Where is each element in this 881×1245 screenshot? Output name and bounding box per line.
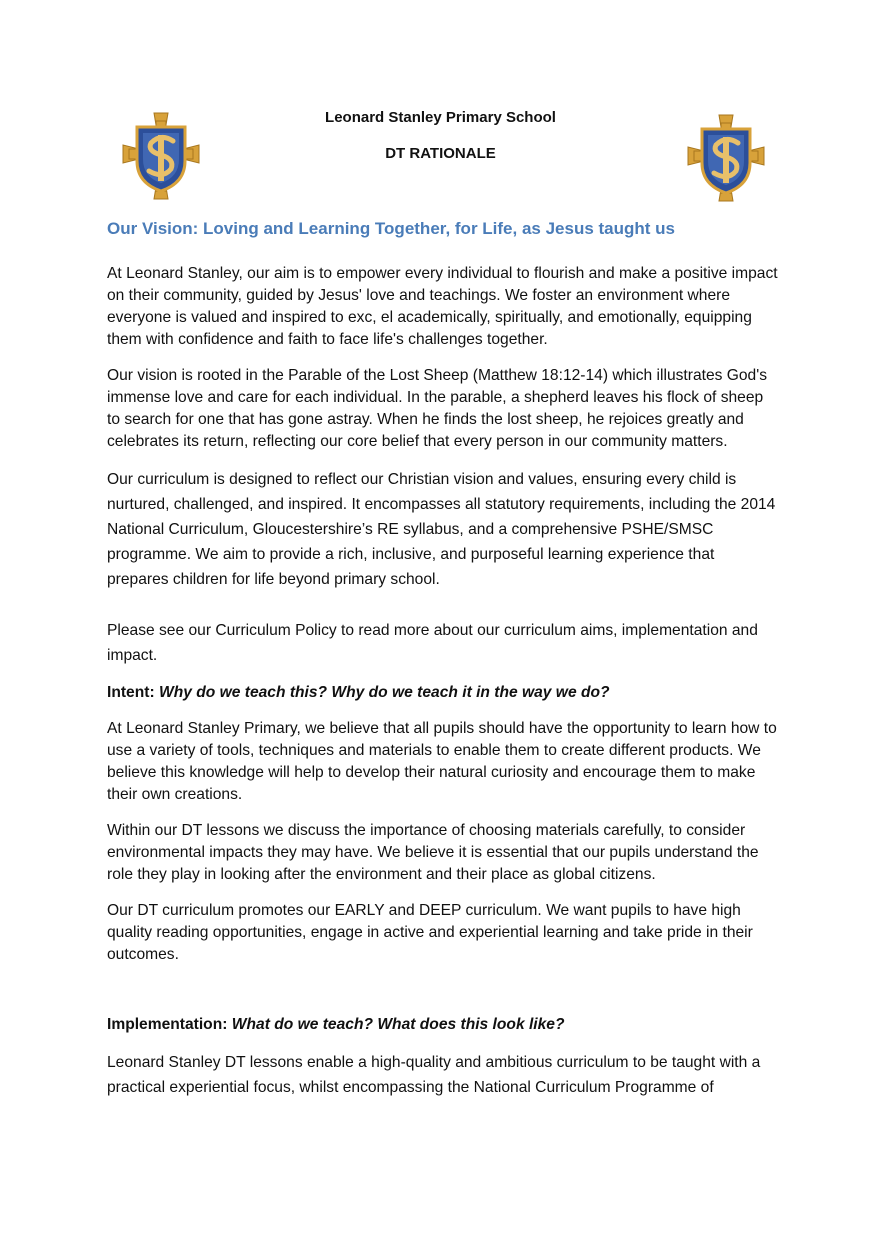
intent-paragraph-1: At Leonard Stanley Primary, we believe that all pupils should have the opportunity to learn how to use a variety of tools, techniques and materials to enable them to create different products. We believe this knowledge will help to develop their natural curiosity and encourage them to make their own creations.	[107, 720, 777, 803]
intent-paragraph-3: Our DT curriculum promotes our EARLY and DEEP curriculum. We want pupils to have high quality reading opportunities, engage in active and experiential learning and take pride in their outcomes.	[107, 902, 753, 963]
implementation-question: What do we teach? What does this look like?	[231, 1016, 565, 1033]
intent-heading	[107, 682, 779, 704]
intent-label: Intent:	[107, 684, 155, 701]
implementation-heading	[107, 1014, 779, 1036]
document-body	[107, 263, 779, 1114]
implementation-label: Implementation:	[107, 1016, 228, 1033]
intent-paragraph-2: Within our DT lessons we discuss the importance of choosing materials carefully, to consider environmental impacts they may have. We believe it is essential that our pupils understand the role they play in looking after the environment and their place as global citizens.	[107, 822, 759, 883]
document-title: DT RATIONALE	[385, 145, 496, 162]
implementation-paragraph: Leonard Stanley DT lessons enable a high-quality and ambitious curriculum to be taught with a practical experiential focus, whilst encompassing the National Curriculum Programme of	[107, 1054, 761, 1096]
policy-paragraph: Please see our Curriculum Policy to read more about our curriculum aims, implementation and impact.	[107, 622, 758, 664]
vision-heading: Our Vision: Loving and Learning Together, for Life, as Jesus taught us	[107, 219, 675, 238]
vision-paragraph: Our vision is rooted in the Parable of the Lost Sheep (Matthew 18:12-14) which illustrates God's immense love and care for each individual. In the parable, a shepherd leaves his flock of sheep to search for one that has gone astray. When he finds the lost sheep, he rejoices greatly and celebrates its return, reflecting our core belief that every person in our community matters.	[107, 367, 767, 450]
section-spacer	[107, 980, 779, 1014]
intent-question: Why do we teach this? Why do we teach it in the way we do?	[158, 684, 610, 701]
aim-paragraph: At Leonard Stanley, our aim is to empower every individual to flourish and make a positive impact on their community, guided by Jesus' love and teachings. We foster an environment where everyone is valued and inspired to exc, el academically, spiritually, and emotionally, equipping them with confidence and faith to face life's challenges together.	[107, 265, 778, 348]
curriculum-paragraph: Our curriculum is designed to reflect our Christian vision and values, ensuring every child is nurtured, challenged, and inspired. It encompasses all statutory requirements, including the 2014 National Curriculum, Gloucestershire’s RE syllabus, and a comprehensive PSHE/SMSC programme. We aim to provide a rich, inclusive, and purposeful learning experience that prepares children for life beyond primary school.	[107, 471, 776, 588]
school-name: Leonard Stanley Primary School	[325, 109, 556, 126]
